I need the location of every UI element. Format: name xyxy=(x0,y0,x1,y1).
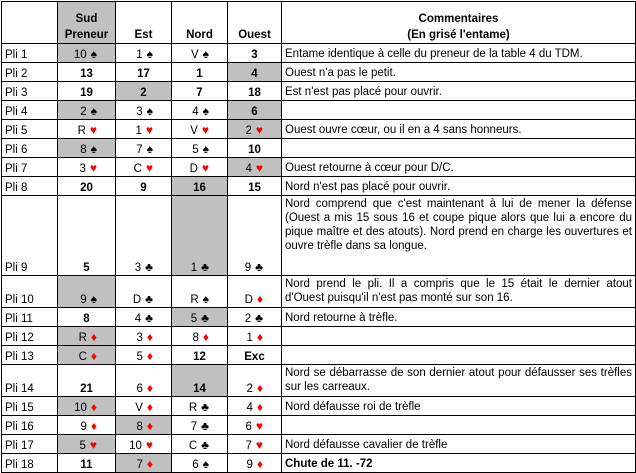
card-ouest xyxy=(228,101,282,120)
card-rank: R xyxy=(78,332,87,344)
trick-label: Pli 9 xyxy=(2,196,58,276)
card-rank: 5 xyxy=(83,262,90,274)
card-rank: 15 xyxy=(248,182,261,194)
card-rank: 4 xyxy=(192,106,199,118)
card-rank: 3 xyxy=(136,106,143,118)
diamond-icon: ♦ xyxy=(146,330,153,344)
card-rank: R xyxy=(77,125,86,137)
card-ouest xyxy=(228,435,282,454)
card-rank: 11 xyxy=(80,459,93,471)
trick-label: Pli 2 xyxy=(2,63,58,82)
trick-comment: Nord se débarrasse de son dernier atout pour défausser ses trèfles sur les carreaux. xyxy=(282,365,636,397)
table-row xyxy=(2,397,636,416)
card-rank: 16 xyxy=(193,182,206,194)
header-sud-line1: Sud xyxy=(75,13,98,25)
card-rank: 9 xyxy=(80,421,87,433)
club-icon: ♣ xyxy=(201,438,209,452)
trick-label: Pli 6 xyxy=(2,139,58,158)
card-rank: 8 xyxy=(83,313,90,325)
card-rank: 10 xyxy=(248,144,261,156)
card-rank: 20 xyxy=(80,182,93,194)
card-sud xyxy=(58,63,116,82)
header-ouest: Ouest xyxy=(228,2,282,44)
card-sud xyxy=(58,365,116,397)
card-sud xyxy=(58,454,116,473)
card-ouest xyxy=(228,120,282,139)
table-row xyxy=(2,63,636,82)
card-rank: V xyxy=(190,49,199,61)
card-est xyxy=(116,454,172,473)
card-rank: 1 xyxy=(196,68,203,80)
card-rank: 4 xyxy=(134,313,142,325)
trick-comment: Entame identique à celle du preneur de la table 4 du TDM. xyxy=(282,44,636,63)
card-est xyxy=(116,82,172,101)
table-row xyxy=(2,177,636,196)
card-rank: 10 xyxy=(129,440,142,452)
card-rank: 6 xyxy=(192,459,199,471)
trick-comment xyxy=(282,327,636,346)
header-row xyxy=(2,2,636,44)
table-row xyxy=(2,120,636,139)
trick-label: Pli 8 xyxy=(2,177,58,196)
trick-label: Pli 15 xyxy=(2,397,58,416)
diamond-icon: ♦ xyxy=(256,292,263,306)
table-row xyxy=(2,44,636,63)
card-rank: V xyxy=(135,402,143,414)
card-rank: 7 xyxy=(136,144,143,156)
card-est xyxy=(116,196,172,276)
trick-comment: Nord retourne à trèfle. xyxy=(282,308,636,327)
table-row xyxy=(2,139,636,158)
table-row xyxy=(2,82,636,101)
table-row xyxy=(2,276,636,308)
card-sud xyxy=(58,158,116,177)
table-row xyxy=(2,346,636,365)
card-sud xyxy=(58,44,116,63)
card-rank: 8 xyxy=(192,332,199,344)
card-est xyxy=(116,158,172,177)
diamond-icon: ♦ xyxy=(256,381,263,395)
card-rank: 2 xyxy=(245,125,252,137)
diamond-icon: ♦ xyxy=(146,419,153,433)
table-row xyxy=(2,308,636,327)
card-est xyxy=(116,44,172,63)
trick-label: Pli 17 xyxy=(2,435,58,454)
card-sud xyxy=(58,435,116,454)
club-icon: ♣ xyxy=(255,260,263,274)
card-ouest xyxy=(228,139,282,158)
table-row xyxy=(2,416,636,435)
card-rank: 7 xyxy=(245,440,252,452)
card-rank: D xyxy=(132,294,142,306)
club-icon: ♣ xyxy=(145,292,153,306)
trick-label: Pli 1 xyxy=(2,44,58,63)
card-rank: 2 xyxy=(246,383,253,395)
card-nord xyxy=(172,276,228,308)
diamond-icon: ♦ xyxy=(146,381,153,395)
diamond-icon: ♦ xyxy=(202,330,209,344)
trick-comment: Est n'est pas placé pour ouvrir. xyxy=(282,82,636,101)
card-est xyxy=(116,365,172,397)
card-ouest xyxy=(228,327,282,346)
card-sud xyxy=(58,120,116,139)
heart-icon: ♥ xyxy=(89,123,97,137)
card-rank: R xyxy=(188,402,198,414)
trick-comment: Chute de 11. -72 xyxy=(282,454,636,473)
card-nord xyxy=(172,158,228,177)
header-comment-line1: Commentaires xyxy=(418,13,499,25)
header-comment xyxy=(282,2,636,44)
card-sud xyxy=(58,177,116,196)
card-est xyxy=(116,120,172,139)
card-nord xyxy=(172,63,228,82)
card-rank: 9 xyxy=(80,294,87,306)
heart-icon: ♥ xyxy=(89,161,97,175)
table-row xyxy=(2,196,636,276)
club-icon: ♣ xyxy=(201,311,209,325)
diamond-icon: ♦ xyxy=(146,349,153,363)
card-nord xyxy=(172,196,228,276)
card-est xyxy=(116,139,172,158)
trick-label: Pli 11 xyxy=(2,308,58,327)
card-sud xyxy=(58,276,116,308)
card-rank: 19 xyxy=(80,87,93,99)
card-rank: 21 xyxy=(80,383,93,395)
card-nord xyxy=(172,416,228,435)
card-rank: V xyxy=(190,125,198,137)
card-sud xyxy=(58,346,116,365)
card-nord xyxy=(172,101,228,120)
card-rank: 8 xyxy=(80,144,87,156)
diamond-icon: ♦ xyxy=(90,330,97,344)
card-ouest xyxy=(228,158,282,177)
trick-comment: Nord défausse roi de trèfle xyxy=(282,397,636,416)
card-est xyxy=(116,346,172,365)
trick-table xyxy=(1,1,636,473)
trick-rows xyxy=(2,44,636,473)
card-rank: 5 xyxy=(136,351,143,363)
trick-label: Pli 10 xyxy=(2,276,58,308)
card-ouest xyxy=(228,82,282,101)
header-sud-line2: Preneur xyxy=(64,29,109,41)
card-rank: 1 xyxy=(135,125,142,137)
card-nord xyxy=(172,120,228,139)
card-rank: 7 xyxy=(196,87,203,99)
diamond-icon: ♦ xyxy=(90,400,97,414)
trick-comment xyxy=(282,101,636,120)
card-rank: 9 xyxy=(244,262,252,274)
card-nord xyxy=(172,346,228,365)
card-rank: 14 xyxy=(193,383,206,395)
trick-label: Pli 18 xyxy=(2,454,58,473)
card-rank: 10 xyxy=(74,402,87,414)
trick-label: Pli 3 xyxy=(2,82,58,101)
card-nord xyxy=(172,435,228,454)
card-nord xyxy=(172,308,228,327)
card-nord xyxy=(172,82,228,101)
card-rank: 9 xyxy=(246,459,253,471)
trick-label: Pli 16 xyxy=(2,416,58,435)
club-icon: ♣ xyxy=(145,260,153,274)
spade-icon: ♠ xyxy=(146,47,153,61)
card-nord xyxy=(172,365,228,397)
card-rank: 6 xyxy=(245,421,252,433)
card-rank: 7 xyxy=(190,421,198,433)
trick-comment: Ouest retourne à cœur pour D/C. xyxy=(282,158,636,177)
heart-icon: ♥ xyxy=(255,419,263,433)
diamond-icon: ♦ xyxy=(256,330,263,344)
heart-icon: ♥ xyxy=(145,438,153,452)
card-sud xyxy=(58,82,116,101)
card-nord xyxy=(172,454,228,473)
trick-label: Pli 4 xyxy=(2,101,58,120)
header-est: Est xyxy=(116,2,172,44)
spade-icon: ♠ xyxy=(202,104,209,118)
diamond-icon: ♦ xyxy=(146,457,153,471)
card-est xyxy=(116,416,172,435)
card-rank: Exc xyxy=(244,351,265,363)
heart-icon: ♥ xyxy=(255,438,263,452)
table-row xyxy=(2,158,636,177)
card-ouest xyxy=(228,177,282,196)
spade-icon: ♠ xyxy=(90,104,97,118)
card-rank: 3 xyxy=(134,262,142,274)
trick-label: Pli 12 xyxy=(2,327,58,346)
trick-comment xyxy=(282,416,636,435)
card-rank: R xyxy=(190,294,199,306)
diamond-icon: ♦ xyxy=(146,400,153,414)
trick-label: Pli 14 xyxy=(2,365,58,397)
card-est xyxy=(116,308,172,327)
spade-icon: ♠ xyxy=(90,142,97,156)
card-ouest xyxy=(228,346,282,365)
spade-icon: ♠ xyxy=(202,292,209,306)
table-row xyxy=(2,101,636,120)
header-sud xyxy=(58,2,116,44)
club-icon: ♣ xyxy=(255,311,263,325)
card-rank: 18 xyxy=(248,87,261,99)
card-rank: C xyxy=(188,440,198,452)
card-rank: 7 xyxy=(136,459,143,471)
card-ouest xyxy=(228,365,282,397)
card-rank: C xyxy=(133,163,142,175)
spade-icon: ♠ xyxy=(202,142,209,156)
card-rank: 12 xyxy=(193,351,206,363)
trick-comment xyxy=(282,139,636,158)
card-est xyxy=(116,101,172,120)
card-sud xyxy=(58,196,116,276)
card-rank: 5 xyxy=(190,313,198,325)
header-nord: Nord xyxy=(172,2,228,44)
spade-icon: ♠ xyxy=(90,47,97,61)
card-rank: 2 xyxy=(140,87,147,99)
table-row xyxy=(2,454,636,473)
heart-icon: ♥ xyxy=(145,161,153,175)
diamond-icon: ♦ xyxy=(256,400,263,414)
card-rank: 3 xyxy=(136,332,143,344)
heart-icon: ♥ xyxy=(201,161,209,175)
card-ouest xyxy=(228,196,282,276)
card-rank: 8 xyxy=(136,421,143,433)
trick-label: Pli 5 xyxy=(2,120,58,139)
trick-comment xyxy=(282,346,636,365)
trick-comment: Ouest ouvre cœur, ou il en a 4 sans honneurs. xyxy=(282,120,636,139)
club-icon: ♣ xyxy=(201,260,209,274)
trick-label: Pli 7 xyxy=(2,158,58,177)
card-ouest xyxy=(228,454,282,473)
heart-icon: ♥ xyxy=(255,123,263,137)
heart-icon: ♥ xyxy=(89,438,97,452)
card-rank: 5 xyxy=(79,440,86,452)
trick-comment: Nord défausse cavalier de trèfle xyxy=(282,435,636,454)
table-row xyxy=(2,435,636,454)
card-rank: 2 xyxy=(244,313,252,325)
trick-comment: Nord n'est pas placé pour ouvrir. xyxy=(282,177,636,196)
diamond-icon: ♦ xyxy=(90,349,97,363)
card-est xyxy=(116,397,172,416)
card-rank: 4 xyxy=(245,163,252,175)
spade-icon: ♠ xyxy=(90,292,97,306)
heart-icon: ♥ xyxy=(145,123,153,137)
card-sud xyxy=(58,397,116,416)
spade-icon: ♠ xyxy=(146,104,153,118)
card-nord xyxy=(172,177,228,196)
card-rank: 4 xyxy=(251,68,258,80)
table-row xyxy=(2,365,636,397)
card-rank: 3 xyxy=(79,163,86,175)
card-rank: D xyxy=(189,163,198,175)
card-rank: 1 xyxy=(136,49,143,61)
card-est xyxy=(116,63,172,82)
card-est xyxy=(116,177,172,196)
card-rank: C xyxy=(78,351,87,363)
spade-icon: ♠ xyxy=(146,142,153,156)
trick-comment: Ouest n'a pas le petit. xyxy=(282,63,636,82)
card-ouest xyxy=(228,416,282,435)
card-rank: 3 xyxy=(251,49,258,61)
card-rank: 1 xyxy=(190,262,198,274)
header-comment-line2: (En grisé l'entame) xyxy=(407,29,510,41)
card-rank: 6 xyxy=(136,383,143,395)
card-ouest xyxy=(228,308,282,327)
card-est xyxy=(116,435,172,454)
card-rank: 6 xyxy=(251,106,258,118)
card-ouest xyxy=(228,397,282,416)
card-sud xyxy=(58,139,116,158)
card-rank: 10 xyxy=(73,49,87,61)
table-row xyxy=(2,327,636,346)
card-ouest xyxy=(228,44,282,63)
club-icon: ♣ xyxy=(201,400,209,414)
card-nord xyxy=(172,327,228,346)
card-nord xyxy=(172,44,228,63)
card-est xyxy=(116,276,172,308)
card-sud xyxy=(58,327,116,346)
diamond-icon: ♦ xyxy=(256,457,263,471)
card-est xyxy=(116,327,172,346)
header-label xyxy=(2,2,58,44)
card-ouest xyxy=(228,63,282,82)
spade-icon: ♠ xyxy=(202,47,209,61)
card-rank: 17 xyxy=(137,68,150,80)
card-rank: D xyxy=(244,294,253,306)
club-icon: ♣ xyxy=(145,311,153,325)
spade-icon: ♠ xyxy=(202,457,209,471)
diamond-icon: ♦ xyxy=(90,419,97,433)
heart-icon: ♥ xyxy=(201,123,209,137)
card-rank: 2 xyxy=(80,106,87,118)
card-nord xyxy=(172,139,228,158)
card-sud xyxy=(58,101,116,120)
card-rank: 5 xyxy=(192,144,199,156)
card-sud xyxy=(58,308,116,327)
card-rank: 13 xyxy=(80,68,93,80)
card-sud xyxy=(58,416,116,435)
card-rank: 9 xyxy=(140,182,147,194)
card-rank: 1 xyxy=(246,332,253,344)
trick-label: Pli 13 xyxy=(2,346,58,365)
trick-comment: Nord comprend que c'est maintenant à lui de mener la défense (Ouest a mis 15 sous 16 et coupe pique alors que lui a encore du pique maître et des atouts). Nord prend en charge les ouvertures et ouvre trèfle dans sa longue. xyxy=(282,196,636,276)
card-ouest xyxy=(228,276,282,308)
card-nord xyxy=(172,397,228,416)
club-icon: ♣ xyxy=(201,419,209,433)
trick-comment: Nord prend le pli. Il a compris que le 15 était le dernier atout d'Ouest puisqu'il n'est pas monté sur son 16. xyxy=(282,276,636,308)
card-rank: 4 xyxy=(246,402,253,414)
heart-icon: ♥ xyxy=(255,161,263,175)
